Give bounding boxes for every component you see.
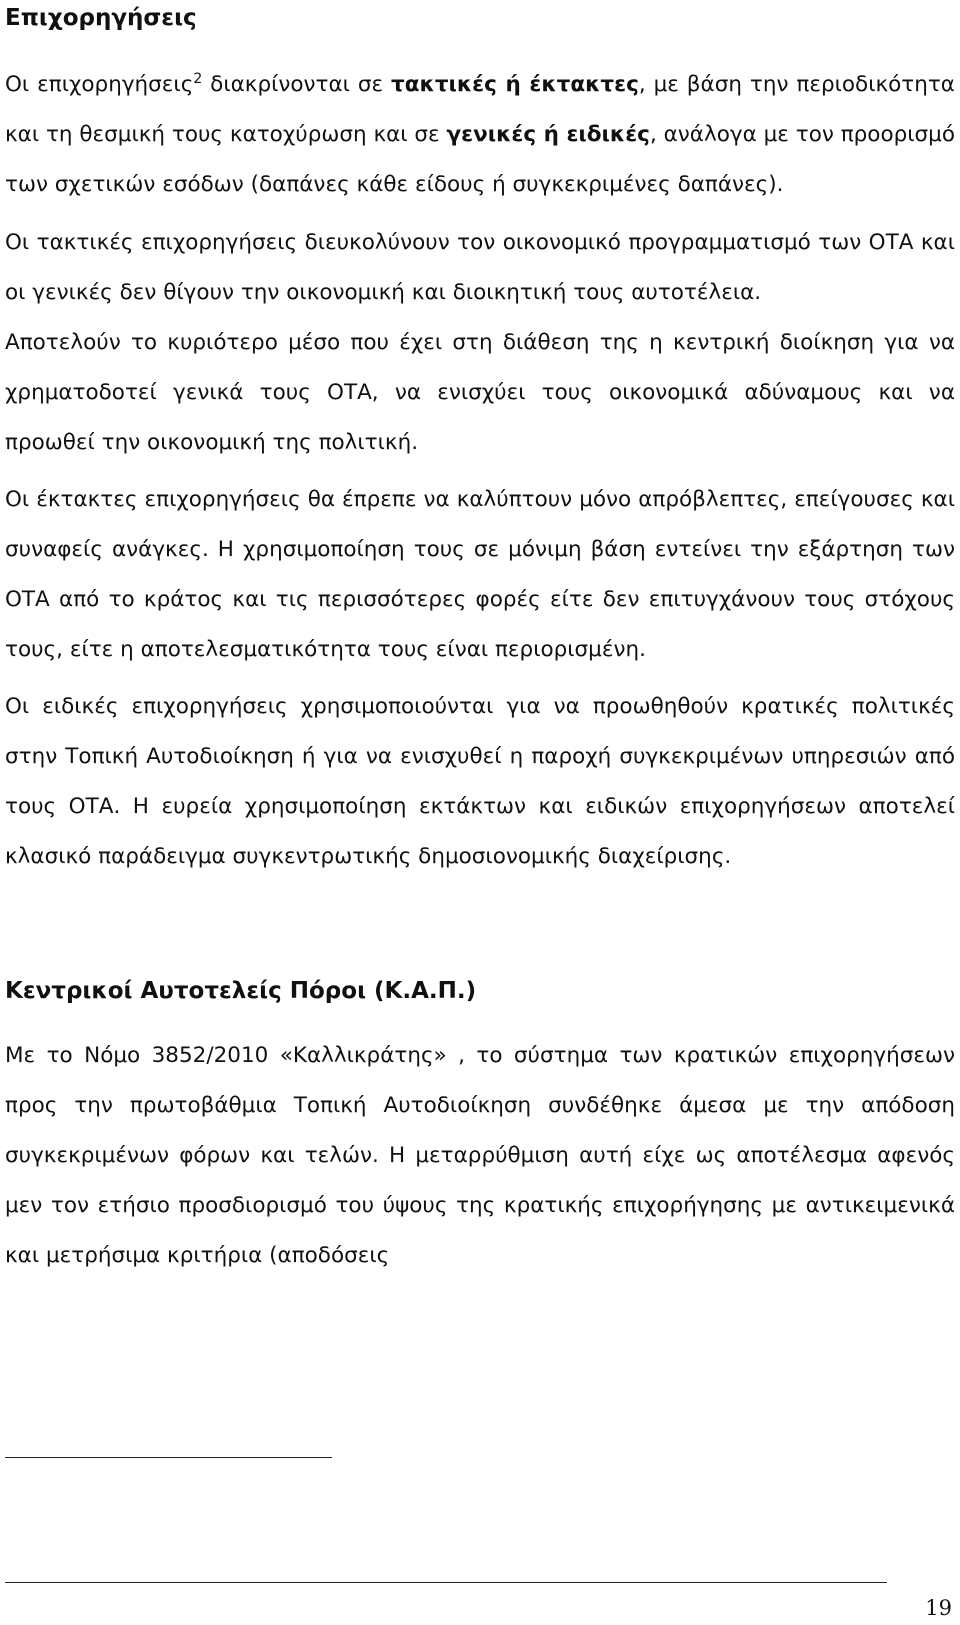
document-page <box>5 0 955 1281</box>
paragraph-special-grants: Οι ειδικές επιχορηγήσεις χρησιμοποιούνται για να προωθηθούν κρατικές πολιτικές στην Τοπική Αυτοδιοίκηση ή για να ενισχυθεί η παροχή συγκεκριμένων υπηρεσιών από τους ΟΤΑ. Η ευρεία χρησιμοποίηση εκτάκτων και ειδικών επιχορηγήσεων αποτελεί κλασικό παράδειγμα συγκεντρωτικής δημοσιονομικής διαχείρισης. <box>5 694 955 869</box>
section-title-central-resources: Κεντρικοί Αυτοτελείς Πόροι (Κ.Α.Π.) <box>5 978 477 1004</box>
paragraph-main-means: Αποτελούν το κυριότερο μέσο που έχει στη διάθεση της η κεντρική διοίκηση για να χρηματοδοτεί γενικά τους ΟΤΑ, να ενισχύει τους οικονομικά αδύναμους και να προωθεί την οικονομική της πολιτική. <box>5 330 955 455</box>
bold-term: γενικές ή ειδικές <box>446 122 650 147</box>
page-number: 19 <box>925 1596 952 1620</box>
bold-term: τακτικές ή έκτακτες <box>391 72 639 97</box>
footnote-reference: 2 <box>193 71 203 87</box>
paragraph-text: , με βάση την περιοδικότητα και τη θεσμική τους κατοχύρωση και σε <box>5 72 955 147</box>
paragraph-regular-grants: Οι τακτικές επιχορηγήσεις διευκολύνουν τον οικονομικό προγραμματισμό των ΟΤΑ και οι γενικές δεν θίγουν την οικονομική και διοικητική τους αυτοτέλεια. <box>5 230 955 305</box>
paragraph-kallikratis-law: Με το Νόμο 3852/2010 «Καλλικράτης» , το σύστημα των κρατικών επιχορηγήσεων προς την πρωτοβάθμια Τοπική Αυτοδιοίκηση συνδέθηκε άμεσα με την απόδοση συγκεκριμένων φόρων και τελών. Η μεταρρύθμιση αυτή είχε ως αποτέλεσμα αφενός μεν τον ετήσιο προσδιορισμό του ύψους της κρατικής επιχορήγησης με αντικειμενικά και μετρήσιμα κριτήρια (αποδόσεις <box>5 1043 955 1268</box>
paragraph-text: Οι επιχορηγήσεις <box>5 72 194 97</box>
paragraph-text: διακρίνονται σε <box>202 72 392 97</box>
section-title-grants: Επιχορηγήσεις <box>5 5 197 31</box>
paragraph-extraordinary-grants: Οι έκτακτες επιχορηγήσεις θα έπρεπε να καλύπτουν μόνο απρόβλεπτες, επείγουσες και συναφείς ανάγκες. Η χρησιμοποίηση τους σε μόνιμη βάση εντείνει την εξάρτηση των ΟΤΑ από το κράτος και τις περισσότερες φορές είτε δεν επιτυγχάνουν τους στόχους τους, είτε η αποτελεσματικότητα τους είναι περιορισμένη. <box>5 487 955 662</box>
footer-separator <box>5 1582 887 1583</box>
footnote-separator <box>5 1457 332 1458</box>
paragraph-text: , ανάλογα με τον προορισμό των σχετικών εσόδων (δαπάνες κάθε είδους ή συγκεκριμένες δαπάνες). <box>5 122 955 197</box>
paragraph-grant-types <box>5 60 955 210</box>
